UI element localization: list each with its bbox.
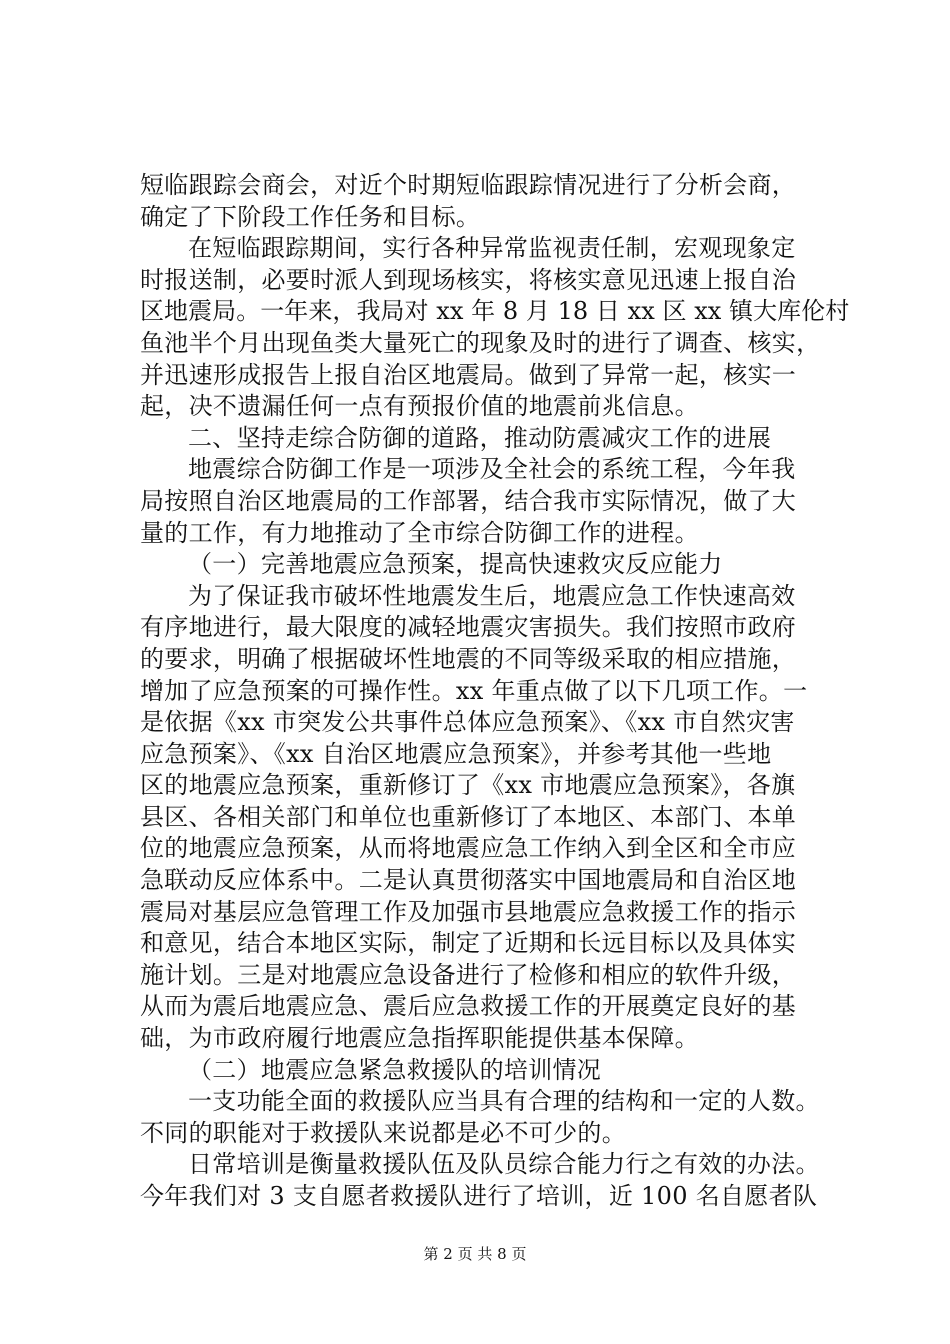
- text-line: 应急预案》、《xx 自治区地震应急预案》，并参考其他一些地: [140, 739, 772, 768]
- text-line: 在短临跟踪期间，实行各种异常监视责任制，宏观现象定: [188, 234, 796, 263]
- text-line: 时报送制，必要时派人到现场核实，将核实意见迅速上报自治: [140, 265, 797, 294]
- text-line: 从而为震后地震应急、震后应急救援工作的开展奠定良好的基: [140, 992, 797, 1021]
- text-line: 有序地进行，最大限度的减轻地震灾害损失。我们按照市政府: [140, 613, 797, 642]
- document-body: [140, 170, 852, 1213]
- text-line: 区的地震应急预案，重新修订了《xx 市地震应急预案》，各旗: [140, 771, 796, 800]
- text-line: 施计划。三是对地震应急设备进行了检修和相应的软件升级，: [140, 960, 797, 989]
- text-line: 位的地震应急预案，从而将地震应急工作纳入到全区和全市应: [140, 834, 797, 863]
- text-line: 量的工作，有力地推动了全市综合防御工作的进程。: [140, 518, 699, 547]
- text-line: 鱼池半个月出现鱼类大量死亡的现象及时的进行了调查、核实，: [140, 328, 821, 357]
- text-line: 确定了下阶段工作任务和目标。: [140, 202, 481, 231]
- text-line: 县区、各相关部门和单位也重新修订了本地区、本部门、本单: [140, 802, 797, 831]
- text-line: 地震综合防御工作是一项涉及全社会的系统工程，今年我: [188, 455, 796, 484]
- text-line: 起，决不遗漏任何一点有预报价值的地震前兆信息。: [140, 392, 699, 421]
- text-line: 并迅速形成报告上报自治区地震局。做到了异常一起，核实一: [140, 360, 797, 389]
- text-line: 短临跟踪会商会，对近个时期短临跟踪情况进行了分析会商，: [140, 171, 797, 199]
- text-line: （一）完善地震应急预案，提高快速救灾反应能力: [188, 550, 723, 579]
- page-footer: 第 2 页 共 8 页: [423, 1245, 527, 1263]
- text-line: 和意见，结合本地区实际，制定了近期和长远目标以及具体实: [140, 929, 797, 958]
- text-line: 今年我们对 3 支自愿者救援队进行了培训，近 100 名自愿者队: [140, 1182, 818, 1210]
- text-line: 一支功能全面的救援队应当具有合理的结构和一定的人数。: [188, 1087, 820, 1116]
- text-line: 为了保证我市破坏性地震发生后，地震应急工作快速高效: [188, 581, 796, 610]
- text-line: 日常培训是衡量救援队伍及队员综合能力行之有效的办法。: [188, 1150, 820, 1179]
- text-line: （二）地震应急紧急救援队的培训情况: [188, 1055, 602, 1084]
- text-line: 是依据《xx 市突发公共事件总体应急预案》、《xx 市自然灾害: [140, 708, 795, 737]
- text-line: 二、坚持走综合防御的道路，推动防震减灾工作的进展: [188, 423, 772, 452]
- text-line: 础，为市政府履行地震应急指挥职能提供基本保障。: [140, 1024, 699, 1053]
- text-line: 区地震局。一年来，我局对 xx 年 8 月 18 日 xx 区 xx 镇大库伦村: [140, 297, 850, 326]
- text-line: 急联动反应体系中。二是认真贯彻落实中国地震局和自治区地: [140, 866, 797, 895]
- text-line: 不同的职能对于救援队来说都是必不可少的。: [140, 1118, 626, 1147]
- text-line: 局按照自治区地震局的工作部署，结合我市实际情况，做了大: [140, 486, 797, 515]
- text-line: 增加了应急预案的可操作性。xx 年重点做了以下几项工作。一: [140, 676, 808, 705]
- text-line: 震局对基层应急管理工作及加强市县地震应急救援工作的指示: [140, 897, 797, 926]
- text-line: 的要求，明确了根据破坏性地震的不同等级采取的相应措施，: [140, 644, 797, 673]
